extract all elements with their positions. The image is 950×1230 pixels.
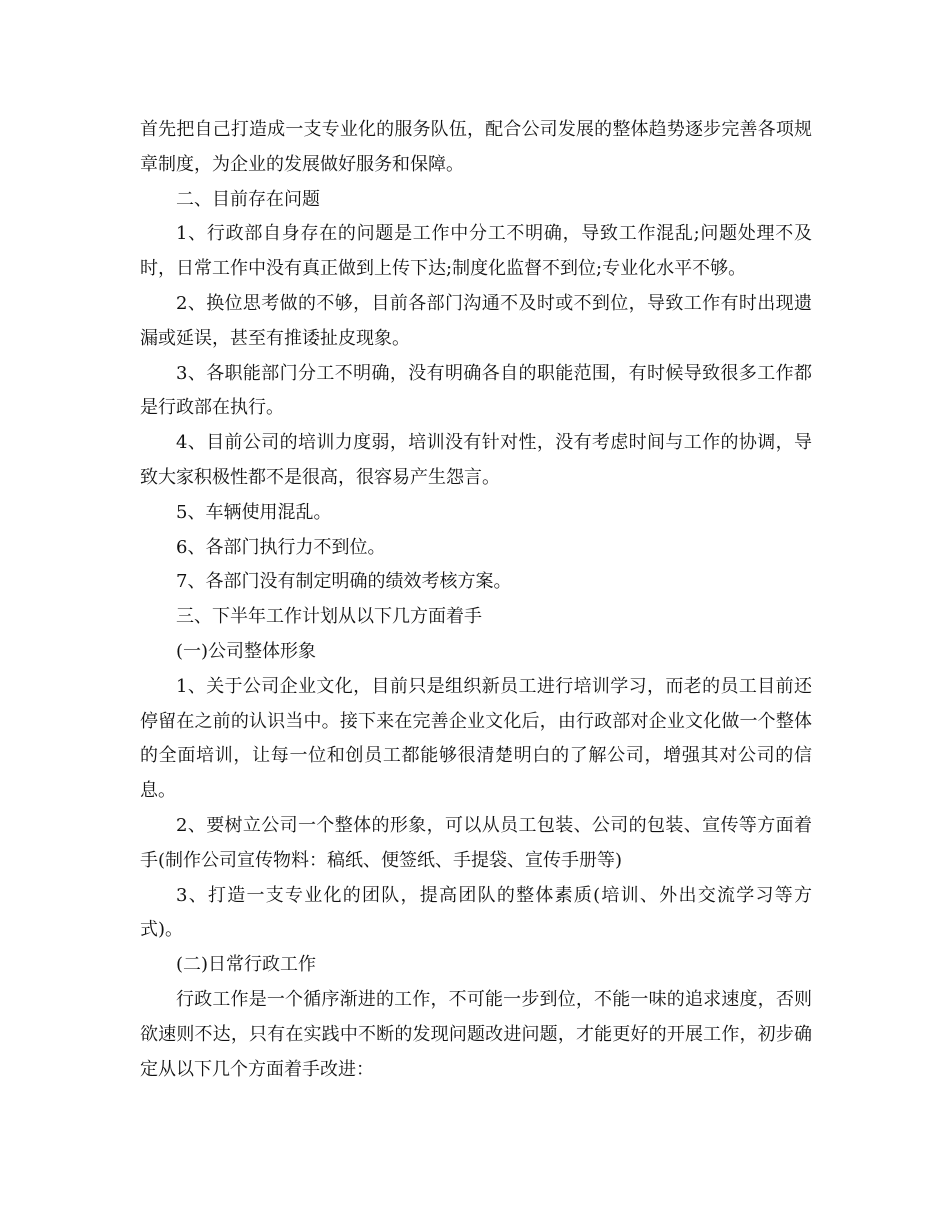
paragraph-intro-continued: 首先把自己打造成一支专业化的服务队伍，配合公司发展的整体趋势逐步完善各项规章制度，为企业的发展做好服务和保障。 [140, 119, 812, 175]
paragraph-problem-1: 1、行政部自身存在的问题是工作中分工不明确，导致工作混乱;问题处理不及时，日常工作中没有真正做到上传下达;制度化监督不到位;专业化水平不够。 [140, 223, 812, 280]
paragraph-image-1: 1、关于公司企业文化，目前只是组织新员工进行培训学习，而老的员工目前还停留在之前的认识当中。接下来在完善企业文化后，由行政部对企业文化做一个整体的全面培训，让每一位和创员工都能够很清楚明白的了解公司，增强其对公司的信息。 [140, 675, 812, 802]
heading-work-plan: 三、下半年工作计划从以下几方面着手 [176, 606, 482, 628]
paragraph-problem-2: 2、换位思考做的不够，目前各部门沟通不及时或不到位，导致工作有时出现遗漏或延误，甚至有推诿扯皮现象。 [140, 292, 812, 349]
paragraph-problem-4: 4、目前公司的培训力度弱，培训没有针对性，没有考虑时间与工作的协调，导致大家积极性都不是很高，很容易产生怨言。 [140, 432, 812, 488]
paragraph-problem-5: 5、车辆使用混乱。 [176, 501, 332, 523]
paragraph-problem-3: 3、各职能部门分工不明确，没有明确各自的职能范围，有时候导致很多工作都是行政部在执行。 [140, 362, 812, 419]
paragraph-image-3: 3、打造一支专业化的团队，提高团队的整体素质(培训、外出交流学习等方式)。 [140, 884, 812, 941]
paragraph-daily-admin: 行政工作是一个循序渐进的工作，不可能一步到位，不能一味的追求速度，否则欲速则不达，只有在实践中不断的发现问题改进问题，才能更好的开展工作，初步确定从以下几个方面着手改进： [140, 988, 812, 1080]
paragraph-problem-7: 7、各部门没有制定明确的绩效考核方案。 [176, 571, 512, 593]
heading-current-problems: 二、目前存在问题 [176, 188, 320, 210]
subheading-daily-admin: (二)日常行政工作 [176, 954, 317, 976]
subheading-company-image: (一)公司整体形象 [176, 640, 317, 662]
document-body [140, 113, 812, 1087]
paragraph-image-2: 2、要树立公司一个整体的形象，可以从员工包装、公司的包装、宣传等方面着手(制作公司宣传物料：稿纸、便签纸、手提袋、宣传手册等) [140, 814, 812, 871]
paragraph-problem-6: 6、各部门执行力不到位。 [176, 536, 386, 558]
